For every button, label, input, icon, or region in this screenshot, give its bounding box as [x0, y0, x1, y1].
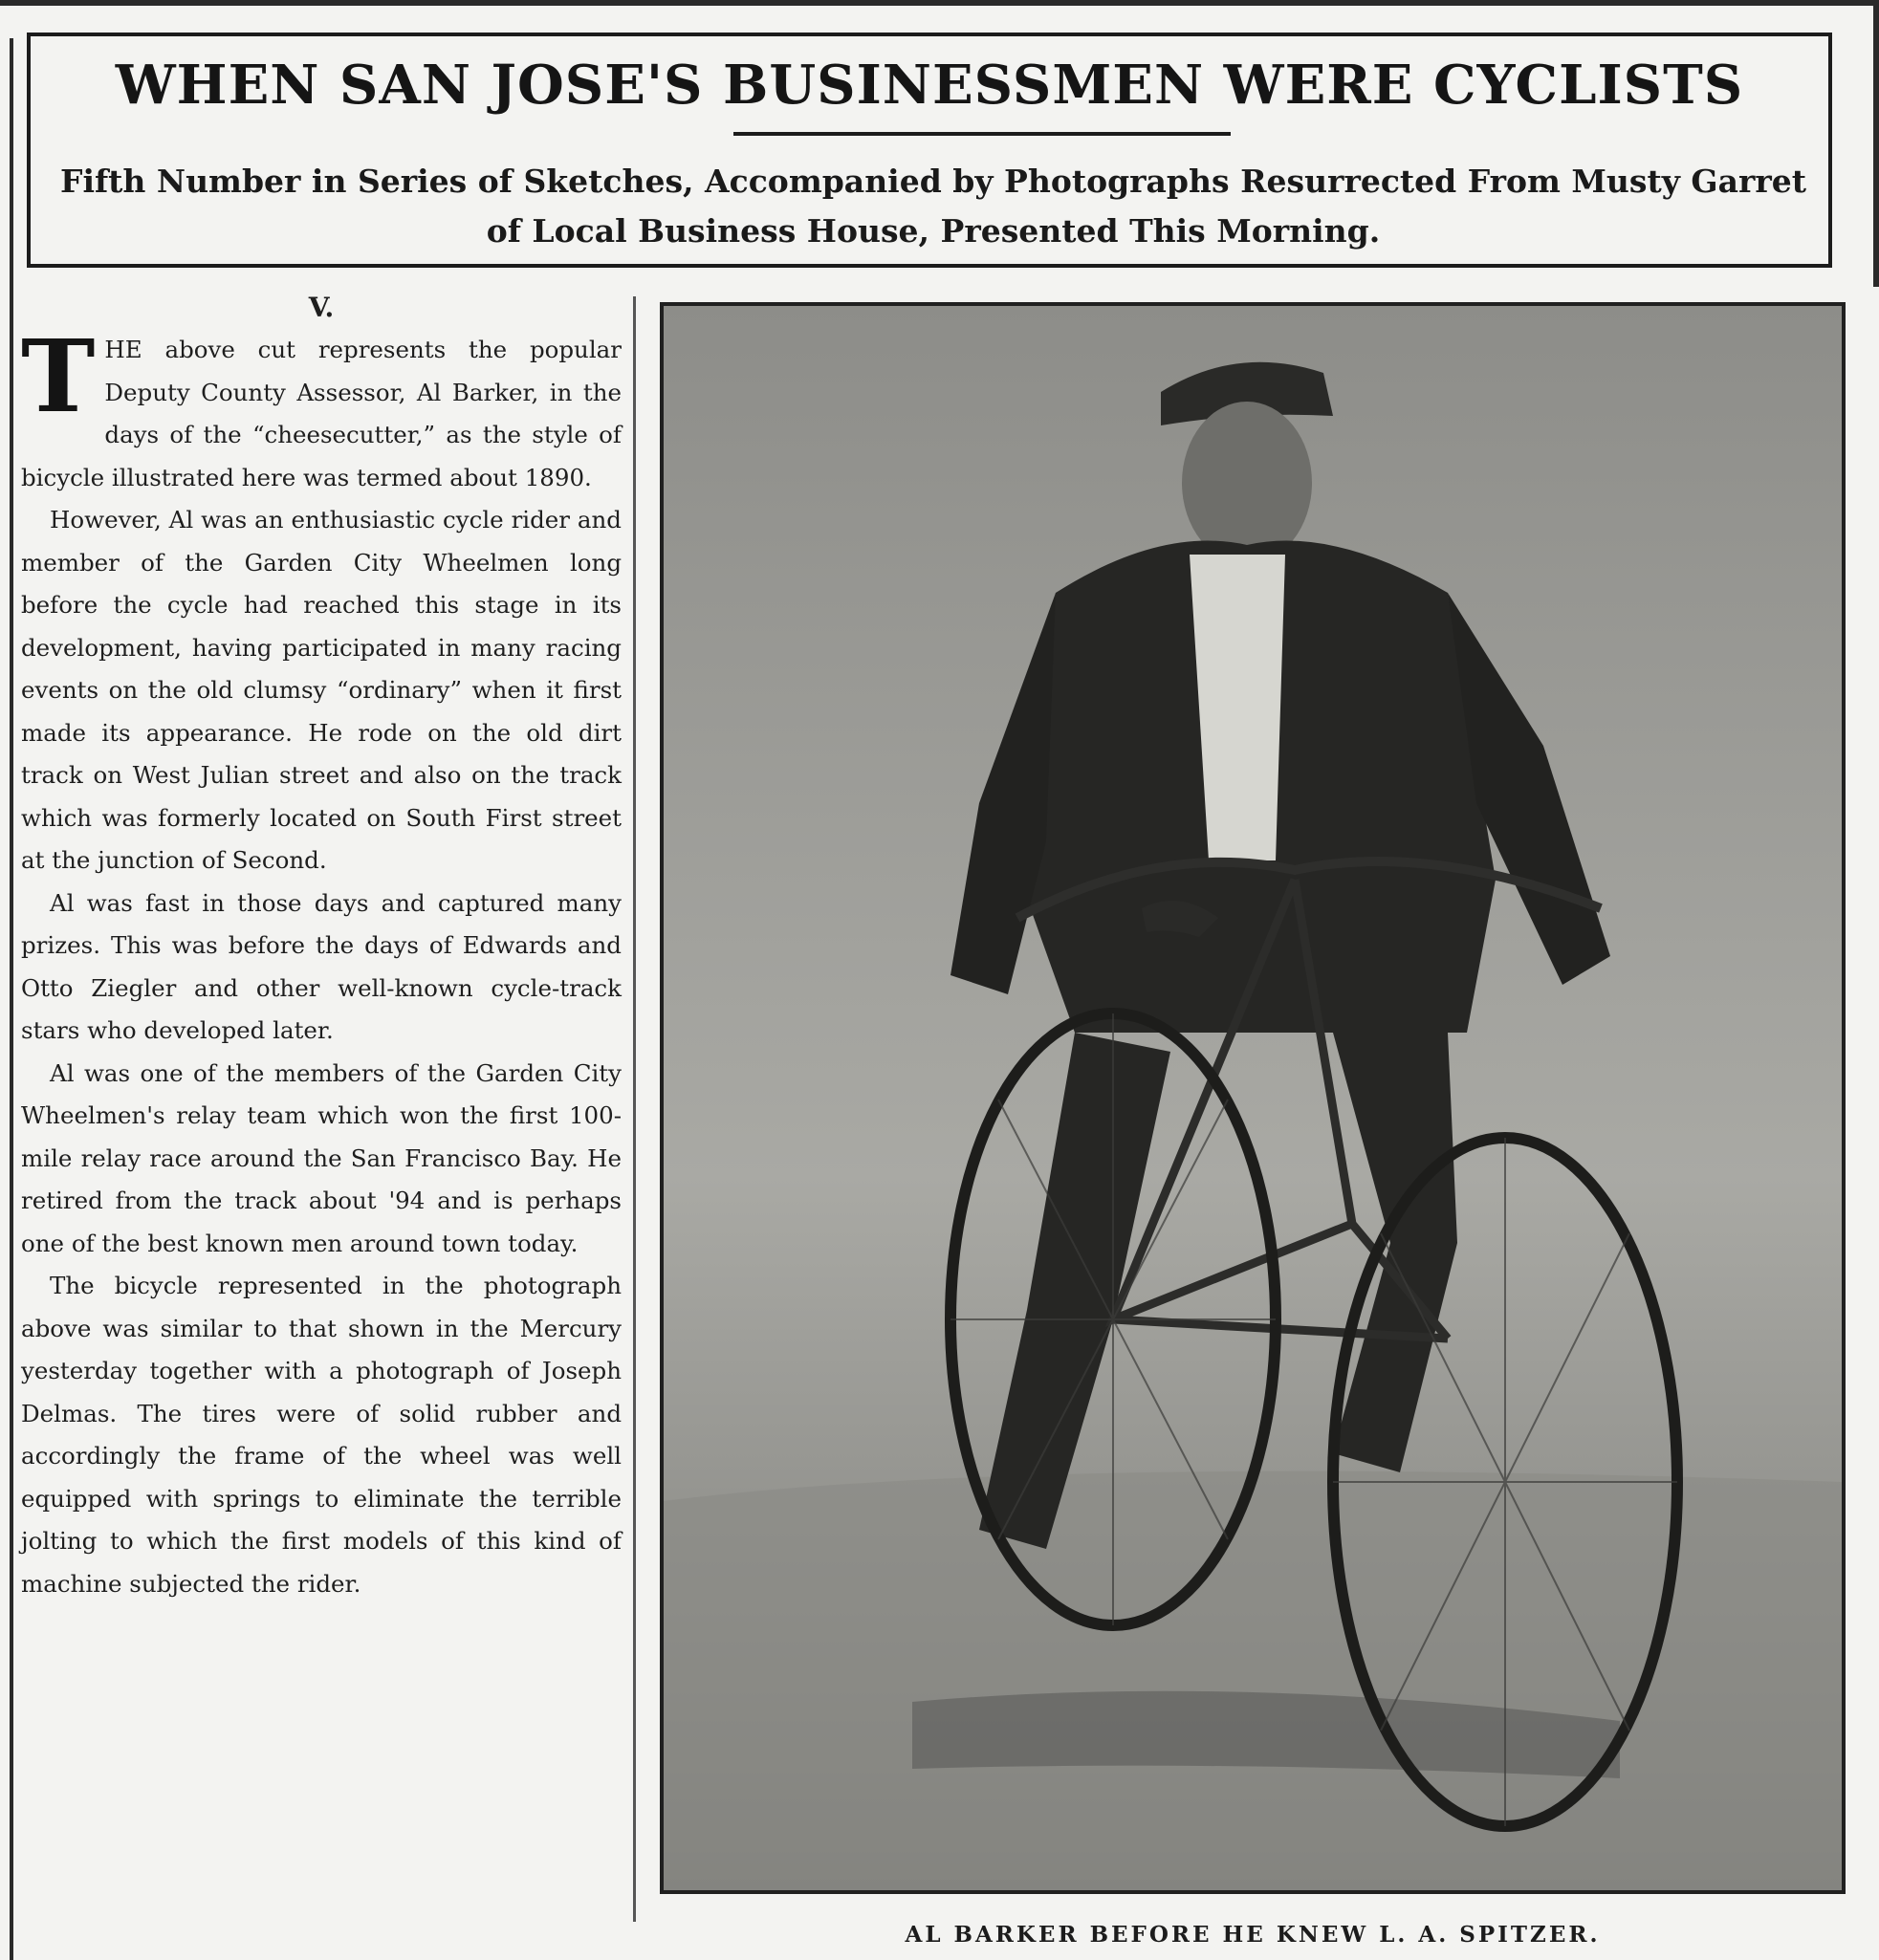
photo-caption: AL BARKER BEFORE HE KNEW L. A. SPITZER. [905, 1922, 1601, 1948]
cyclist-photograph [664, 306, 1842, 1890]
headline: WHEN SAN JOSE'S BUSINESSMEN WERE CYCLISTS [115, 54, 1744, 117]
section-numeral: V. [308, 292, 335, 323]
headline-divider [733, 132, 1231, 136]
paragraph-text: HE above cut represents the popular Deputy County Assessor, Al Barker, in the days of the “cheesecutter,” as the style of bicycle illustrated here was termed about 1890. [21, 336, 622, 491]
right-page-rule [1873, 0, 1879, 287]
article-paragraph-5: The bicycle represented in the photograph above was similar to that shown in the Mercury yesterday together with a photograph of Joseph Delmas. The tires were of solid rubber and accordingly the frame of the wheel was well equipped with springs to eliminate the terrible jolting to which the first models of this kind of machine subjected the rider. [21, 1272, 622, 1598]
article-paragraph-4: Al was one of the members of the Garden City Wheelmen's relay team which won the first 100-mile relay race around the San Francisco Bay. He retired from the track about '94 and is perhaps one of the best known men around town today. [21, 1058, 622, 1257]
left-page-rule [10, 38, 13, 1960]
article-paragraph-1 [21, 317, 622, 499]
article-paragraph-3: Al was fast in those days and captured many prizes. This was before the days of Edwards and Otto Ziegler and other well-known cycle-track stars who developed later. [21, 888, 622, 1044]
article-paragraph-2: However, Al was an enthusiastic cycle rider and member of the Garden City Wheelmen long before the cycle had reached this stage in its development, having participated in many racing events on the old clumsy “ordinary” when it first made its appearance. He rode on the old dirt track on West Julian street and also on the track which was formerly located on South First street at the junction of Second. [21, 506, 622, 874]
column-rule [633, 296, 636, 1922]
top-page-rule [0, 0, 1879, 6]
headline-box [27, 33, 1832, 268]
photograph-frame [660, 302, 1846, 1894]
subheadline: Fifth Number in Series of Sketches, Accompanied by Photographs Resurrected From Musty Garret of Local Business House, Presented This Morning. [60, 163, 1806, 250]
drop-cap: T [21, 317, 96, 435]
article-column [21, 287, 622, 1950]
